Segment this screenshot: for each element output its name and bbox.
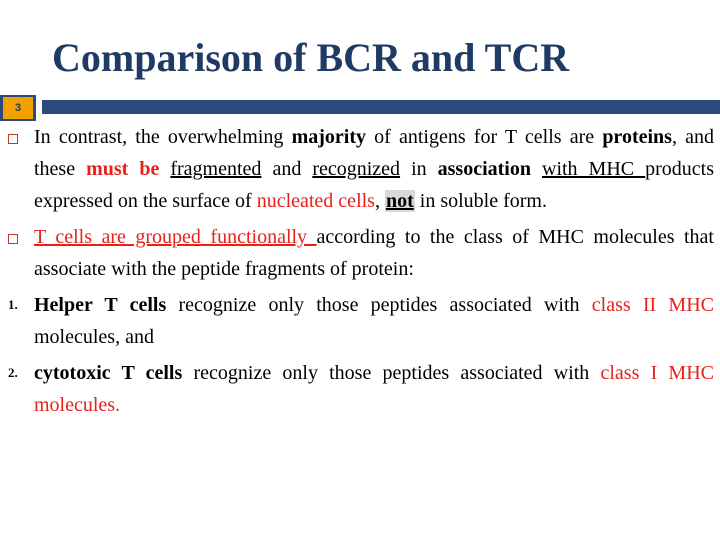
text-segment [531,158,542,180]
text-segment: class II MHC [591,294,714,316]
text-segment: and [261,158,313,180]
text-segment: cytotoxic T cells [34,362,183,384]
text-segment [159,158,170,180]
header-bar-right [42,100,720,114]
slide-content [8,121,714,421]
item-number: 1. [8,297,18,312]
numbered-item [8,289,714,353]
text-segment: nucleated cells [256,190,375,212]
text-segment: of antigens for T cells are [366,126,603,148]
text-segment: , [374,190,385,212]
text-segment: must be [86,158,160,180]
text-segment: proteins [602,126,672,148]
text-segment: recognize only those peptides associated with [182,362,601,384]
square-bullet-icon [8,234,18,244]
text-segment: according to the class of MHC molecules that associate with the peptide fragments of protein: [34,226,714,280]
item-number: 2. [8,365,18,380]
page-number: 3 [3,97,33,119]
numbered-item [8,357,714,421]
text-segment: recognized [312,158,401,180]
text-segment: , and these [34,126,714,180]
text-segment: products expressed on the surface of [34,158,715,212]
text-segment: in soluble form. [414,190,547,212]
bullet-text [34,226,714,280]
text-segment: Helper T cells [34,294,167,316]
header-bar [0,95,720,121]
bullet-text [34,294,714,348]
bullet-text [34,362,714,416]
text-segment: fragmented [170,158,262,180]
bullet-text [34,126,714,212]
text-segment: association [437,158,531,180]
text-segment: not [385,190,414,212]
text-segment: majority [291,126,366,148]
bullet-item [8,121,714,217]
bullet-item [8,221,714,285]
text-segment: T cells are grouped functionally [34,226,317,248]
slide-title: Comparison of BCR and TCR [52,35,570,80]
text-segment: with MHC [542,158,646,180]
header-bar-left [0,95,36,121]
text-segment: recognize only those peptides associated with [166,294,592,316]
text-segment: molecules, and [34,326,154,348]
text-segment: In contrast, the overwhelming [34,126,292,148]
text-segment: class I MHC molecules. [34,362,714,416]
square-bullet-icon [8,134,18,144]
text-segment: in [400,158,438,180]
